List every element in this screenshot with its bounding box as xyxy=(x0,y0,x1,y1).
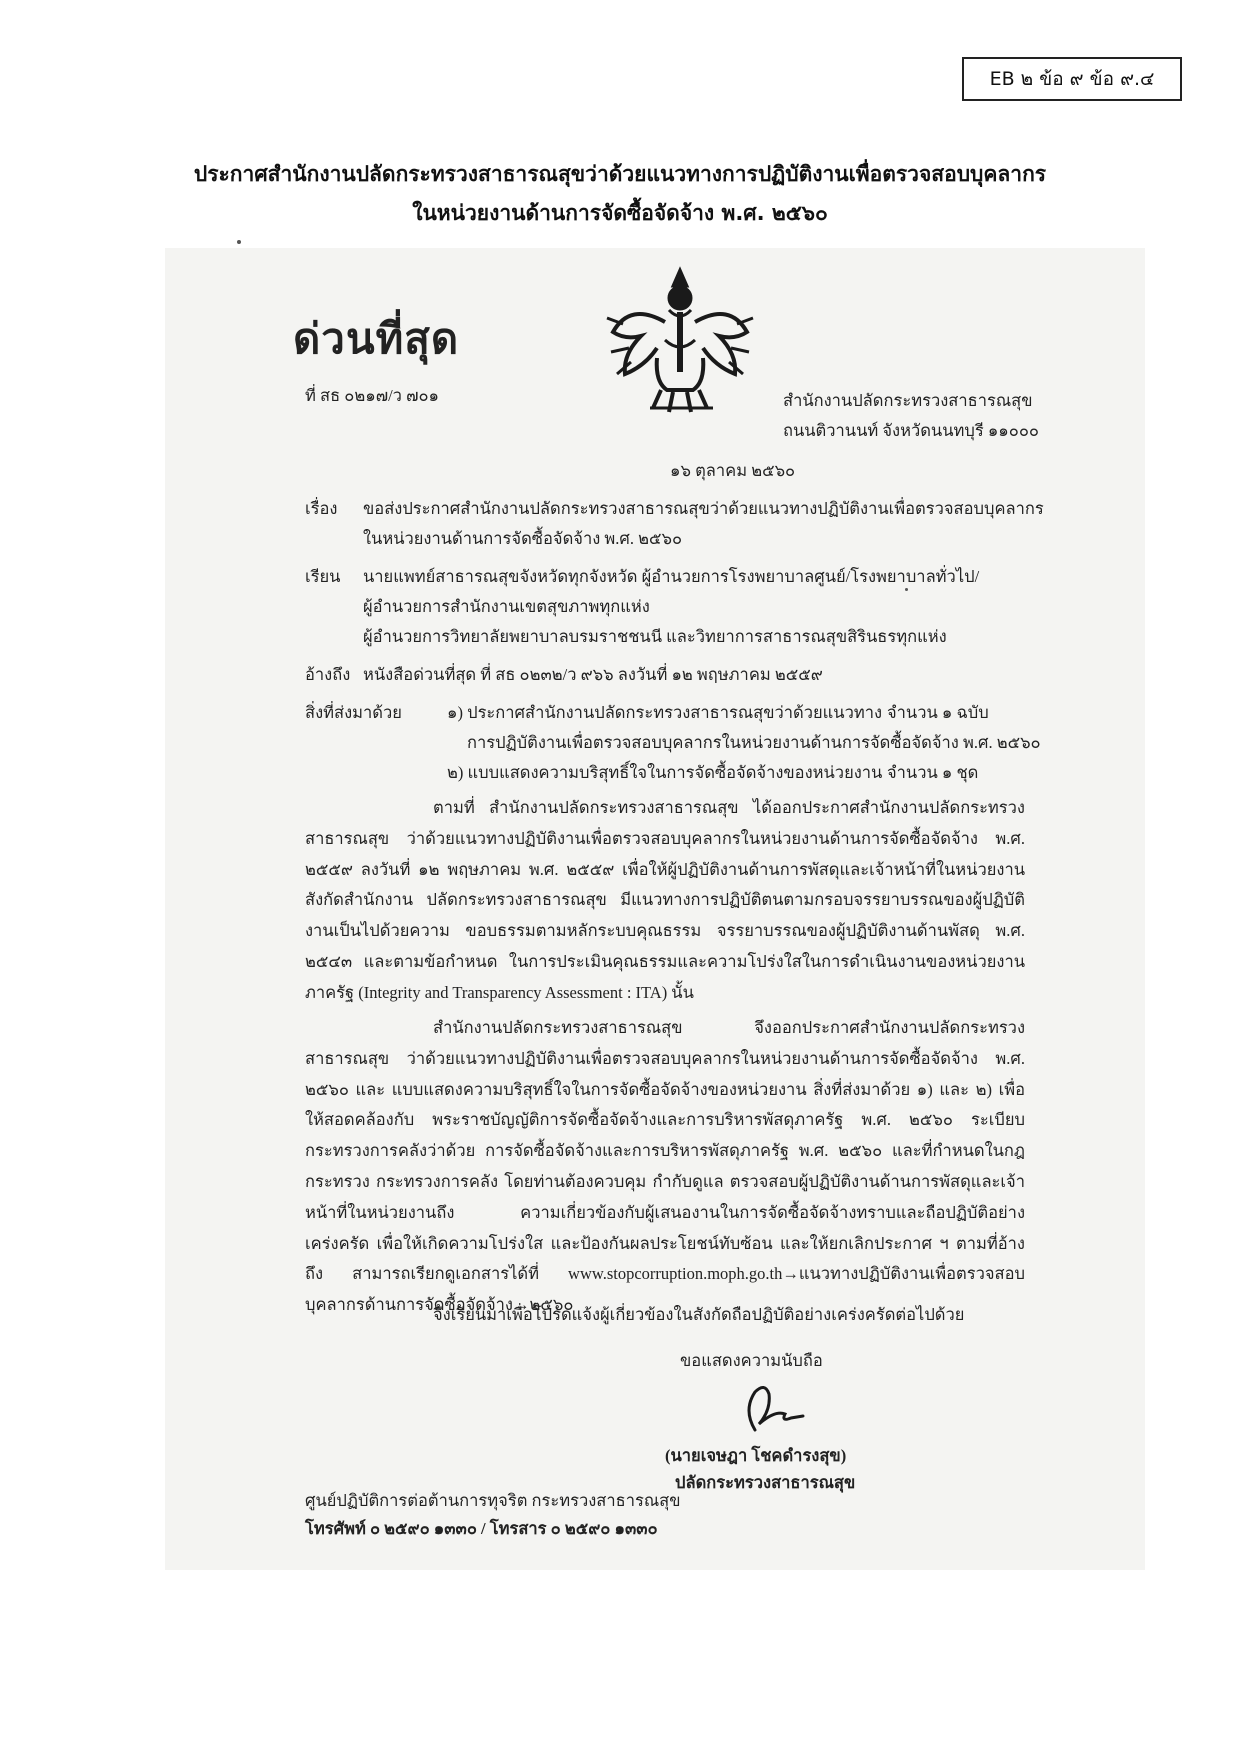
scanned-letter xyxy=(165,248,1145,1570)
document-code-box xyxy=(962,57,1182,101)
document-number: ที่ สธ ๐๒๑๗/ว ๗๐๑ xyxy=(305,386,440,405)
body-paragraph-1: ตามที่ สำนักงานปลัดกระทรวงสาธารณสุข ได้ออกประกาศสำนักงานปลัดกระทรวงสาธารณสุข ว่าด้วยแนวทางปฏิบัติงานเพื่อตรวจสอบบุคลากรในหน่วยงานด้านการจัดซื้อจัดจ้าง พ.ศ. ๒๕๕๙ ลงวันที่ ๑๒ พฤษภาคม พ.ศ. ๒๕๕๙ เพื่อให้ผู้ปฏิบัติงานด้านการพัสดุและเจ้าหน้าที่ในหน่วยงานสังกัดสำนักงาน ปลัดกระทรวงสาธารณสุข มีแนวทางการปฏิบัติตนตามกรอบจรรยาบรรณของผู้ปฏิบัติงานเป็นไปด้วยความ ขอบธรรมตามหลักระบบคุณธรรม จรรยาบรรณของผู้ปฏิบัติงานด้านพัสดุ พ.ศ. ๒๕๔๓ และตามข้อกำหนด ในการประเมินคุณธรรมและความโปร่งใสในการดำเนินงานของหน่วยงานภาครัฐ (Integrity and Transparency Assessment : ITA) นั้น xyxy=(305,798,1025,1002)
signer-position: ปลัดกระทรวงสาธารณสุข xyxy=(675,1473,856,1492)
document-code: EB ๒ ข้อ ๙ ข้อ ๙.๔ xyxy=(989,68,1155,90)
scan-speck xyxy=(237,240,241,244)
subject-line1: ขอส่งประกาศสำนักงานปลัดกระทรวงสาธารณสุขว่าด้วยแนวทางปฏิบัติงานเพื่อตรวจสอบบุคลากร xyxy=(363,499,1044,518)
to-label: เรียน xyxy=(305,567,341,586)
enclosure1-line1: ๑) ประกาศสำนักงานปลัดกระทรวงสาธารณสุขว่าด้วยแนวทาง xyxy=(447,703,883,722)
signer-name: (นายเจษฎา โชคดำรงสุข) xyxy=(665,1446,847,1465)
sender-address-line2: ถนนติวานนท์ จังหวัดนนทบุรี ๑๑๐๐๐ xyxy=(783,421,1039,440)
reference-label: อ้างถึง xyxy=(305,665,351,684)
footer-office: ศูนย์ปฏิบัติการต่อต้านการทุจริต กระทรวงสาธารณสุข xyxy=(305,1491,681,1510)
enclosure-label: สิ่งที่ส่งมาด้วย xyxy=(305,703,402,722)
garuda-emblem-icon xyxy=(595,262,765,422)
urgency-heading: ด่วนที่สุด xyxy=(293,314,460,363)
to-line2: ผู้อำนวยการสำนักงานเขตสุขภาพทุกแห่ง xyxy=(363,597,650,616)
body-paragraph-2: สำนักงานปลัดกระทรวงสาธารณสุข จึงออกประกาศสำนักงานปลัดกระทรวงสาธารณสุข ว่าด้วยแนวทางปฏิบัติงานเพื่อตรวจสอบบุคลากรในหน่วยงานด้านการจัดซื้อจัดจ้าง พ.ศ. ๒๕๖๐ และ แบบแสดงความบริสุทธิ์ใจในการจัดซื้อจัดจ้างของหน่วยงาน สิ่งที่ส่งมาด้วย ๑) และ ๒) เพื่อให้สอดคล้องกับ พระราชบัญญัติการจัดซื้อจัดจ้างและการบริหารพัสดุภาครัฐ พ.ศ. ๒๕๖๐ ระเบียบกระทรวงการคลังว่าด้วย การจัดซื้อจัดจ้างและการบริหารพัสดุภาครัฐ พ.ศ. ๒๕๖๐ และที่กำหนดในกฎกระทรวง กระทรวงการคลัง โดยท่านต้องควบคุม กำกับดูแล ตรวจสอบผู้ปฏิบัติงานด้านการพัสดุและเจ้าหน้าที่ในหน่วยงานถึง ความเกี่ยวข้องกับผู้เสนองานในการจัดซื้อจัดจ้างทราบและถือปฏิบัติอย่างเคร่งครัด เพื่อให้เกิดความโปร่งใส และป้องกันผลประโยชน์ทับซ้อน และให้ยกเลิกประกาศ ฯ ตามที่อ้างถึง สามารถเรียกดูเอกสารได้ที่ www.stopcorruption.moph.go.th→แนวทางปฏิบัติงานเพื่อตรวจสอบบุคลากรด้านการจัดซื้อจัดจ้าง→๒๕๖๐ xyxy=(305,1018,1025,1315)
signature-icon xyxy=(725,1380,815,1435)
enclosure1-quantity: จำนวน ๑ ฉบับ xyxy=(887,703,989,722)
closing-salutation: ขอแสดงความนับถือ xyxy=(680,1351,823,1370)
enclosure2-line1: ๒) แบบแสดงความบริสุทธิ์ใจในการจัดซื้อจัดจ้างของหน่วยงาน xyxy=(447,763,883,782)
letter-date: ๑๖ ตุลาคม ๒๕๖๐ xyxy=(670,461,796,480)
subject-label: เรื่อง xyxy=(305,499,338,518)
to-line1: นายแพทย์สาธารณสุขจังหวัดทุกจังหวัด ผู้อำนวยการโรงพยาบาลศูนย์/โรงพยาบาลทั่วไป/ xyxy=(363,567,980,586)
footer-contact: โทรศัพท์ ๐ ๒๕๙๐ ๑๓๓๐ / โทรสาร ๐ ๒๕๙๐ ๑๓๓๐ xyxy=(305,1519,658,1538)
reference-text: หนังสือด่วนที่สุด ที่ สธ ๐๒๓๒/ว ๙๖๖ ลงวันที่ ๑๒ พฤษภาคม ๒๕๕๙ xyxy=(363,665,823,684)
to-line3: ผู้อำนวยการวิทยาลัยพยาบาลบรมราชชนนี และวิทยาการสาธารณสุขสิรินธรทุกแห่ง xyxy=(363,627,947,646)
enclosure1-line2: การปฏิบัติงานเพื่อตรวจสอบบุคลากรในหน่วยงานด้านการจัดซื้อจัดจ้าง พ.ศ. ๒๕๖๐ xyxy=(467,733,1041,752)
page-title-line2: ในหน่วยงานด้านการจัดซื้อจัดจ้าง พ.ศ. ๒๕๖๐ xyxy=(412,201,828,225)
page-title-line1: ประกาศสำนักงานปลัดกระทรวงสาธารณสุขว่าด้วยแนวทางการปฏิบัติงานเพื่อตรวจสอบบุคลากร xyxy=(193,162,1047,186)
enclosure2-quantity: จำนวน ๑ ชุด xyxy=(887,763,979,782)
body-paragraph-3: จึงเรียนมาเพื่อโปรดแจ้งผู้เกี่ยวข้องในสังกัดถือปฏิบัติอย่างเคร่งครัดต่อไปด้วย xyxy=(433,1305,965,1324)
subject-line2: ในหน่วยงานด้านการจัดซื้อจัดจ้าง พ.ศ. ๒๕๖๐ xyxy=(363,529,683,548)
sender-address-line1: สำนักงานปลัดกระทรวงสาธารณสุข xyxy=(783,391,1033,410)
